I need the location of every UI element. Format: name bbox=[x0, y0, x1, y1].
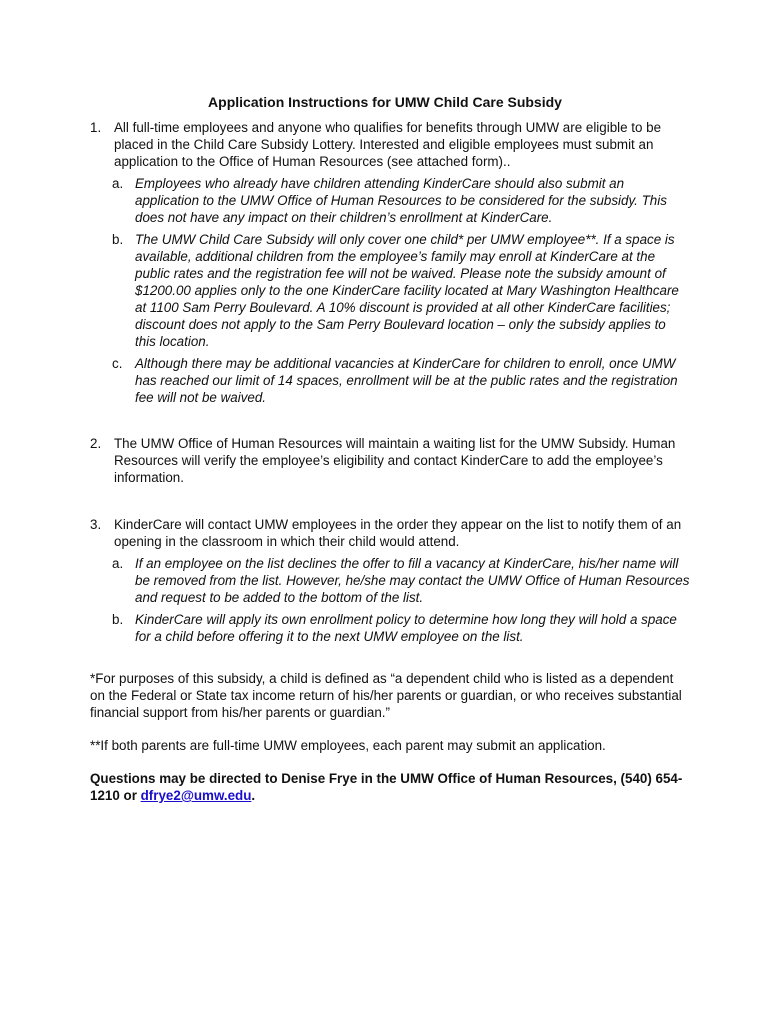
subitem-text: KinderCare will apply its own enrollment policy to determine how long they will hold a space for a child before offering it to the next UMW employee on the list. bbox=[135, 612, 677, 644]
subitem-text: The UMW Child Care Subsidy will only cover one child* per UMW employee**. If a space is available, additional children from the employee’s family may enroll at KinderCare at the public rates and the registration fee will not be waived. Please note the subsidy amount of $1200.00 applies only to the one KinderCare facility located at Mary Washington Healthcare at 1100 Sam Perry Boulevard. A 10% discount is provided at all other KinderCare facilities; discount does not apply to the Sam Perry Boulevard location – only the subsidy applies to this location. bbox=[135, 232, 679, 349]
document-title: Application Instructions for UMW Child Care Subsidy bbox=[208, 94, 562, 110]
subitem-text: Employees who already have children attending KinderCare should also submit an application to the UMW Office of Human Resources to be considered for the subsidy. This does not have any impact on their children’s enrollment at KinderCare. bbox=[135, 176, 667, 225]
contact-end: . bbox=[251, 788, 256, 803]
subitem-letter: b. bbox=[112, 612, 124, 627]
subitem-letter: b. bbox=[112, 232, 124, 247]
subitem-text: Although there may be additional vacancies at KinderCare for children to enroll, once UMW has reached our limit of 14 spaces, enrollment will be at the public rates and the registration fee will not be waived. bbox=[135, 356, 678, 405]
subitem-letter: a. bbox=[112, 176, 124, 191]
subitem-1c bbox=[112, 355, 690, 406]
item-number: 3. bbox=[90, 517, 102, 532]
subitem-letter: c. bbox=[112, 356, 123, 371]
contact-text: Questions may be directed to Denise Frye in the UMW Office of Human Resources, (540) 654-1210 or bbox=[90, 771, 683, 803]
footnote-child-definition: *For purposes of this subsidy, a child is defined as “a dependent child who is listed as a dependent on the Federal or State tax income return of his/her parents or guardian, or who receives substantial financial support from his/her parents or guardian.” bbox=[90, 671, 682, 720]
item-text: All full-time employees and anyone who qualifies for benefits through UMW are eligible to be placed in the Child Care Subsidy Lottery. Interested and eligible employees must submit an application to the Office of Human Resources (see attached form).. bbox=[114, 120, 662, 169]
subitem-text: If an employee on the list declines the offer to fill a vacancy at KinderCare, his/her name will be removed from the list. However, he/she may contact the UMW Office of Human Resources and request to be added to the bottom of the list. bbox=[135, 556, 690, 605]
subitem-letter: a. bbox=[112, 556, 124, 571]
email-link[interactable]: dfrye2@umw.edu bbox=[140, 788, 252, 803]
item-number: 2. bbox=[90, 436, 102, 451]
subitem-1a bbox=[112, 175, 690, 226]
item-text: The UMW Office of Human Resources will maintain a waiting list for the UMW Subsidy. Human Resources will verify the employee’s eligibility and contact KinderCare to add the employee’s information. bbox=[114, 436, 676, 485]
subitem-3b bbox=[112, 611, 690, 645]
footnote-both-parents: **If both parents are full-time UMW employees, each parent may submit an application. bbox=[90, 738, 606, 753]
contact-paragraph bbox=[90, 770, 690, 804]
list-item-1 bbox=[90, 119, 690, 406]
subitem-3a bbox=[112, 555, 690, 606]
subitem-1b bbox=[112, 231, 690, 350]
item-number: 1. bbox=[90, 120, 102, 135]
list-item-3 bbox=[90, 516, 690, 645]
item-text: KinderCare will contact UMW employees in the order they appear on the list to notify them of an opening in the classroom in which their child would attend. bbox=[114, 517, 682, 549]
list-item-2 bbox=[90, 435, 690, 486]
